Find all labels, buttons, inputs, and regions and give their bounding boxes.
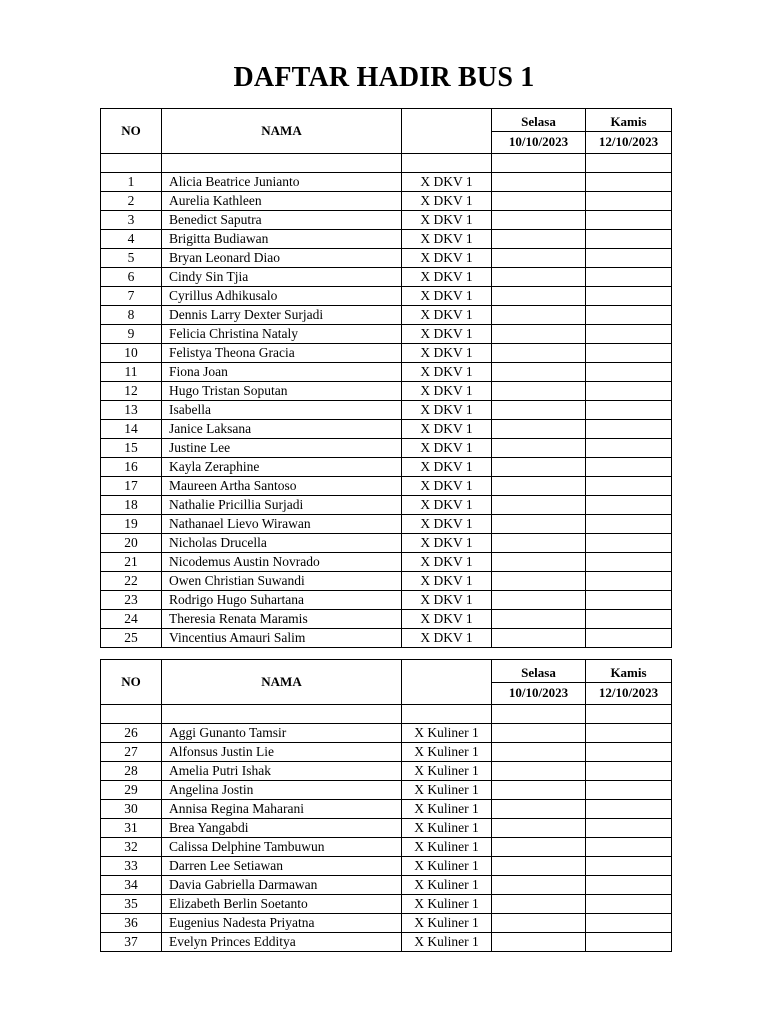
row-number: 27 xyxy=(101,743,162,762)
header-no: NO xyxy=(101,109,162,154)
spacer-cell xyxy=(492,705,586,724)
attendance-cell-day-2 xyxy=(586,610,672,629)
student-class: X DKV 1 xyxy=(402,249,492,268)
student-name: Benedict Saputra xyxy=(162,211,402,230)
student-name: Kayla Zeraphine xyxy=(162,458,402,477)
attendance-cell-day-1 xyxy=(492,458,586,477)
table-row xyxy=(101,876,672,895)
student-class: X DKV 1 xyxy=(402,458,492,477)
attendance-cell-day-2 xyxy=(586,838,672,857)
attendance-cell-day-2 xyxy=(586,211,672,230)
attendance-cell-day-1 xyxy=(492,857,586,876)
table-row xyxy=(101,173,672,192)
student-name: Aggi Gunanto Tamsir xyxy=(162,724,402,743)
attendance-cell-day-2 xyxy=(586,553,672,572)
row-number: 13 xyxy=(101,401,162,420)
table-row xyxy=(101,515,672,534)
table-row xyxy=(101,610,672,629)
attendance-cell-day-1 xyxy=(492,325,586,344)
header-spacer-row xyxy=(101,705,672,724)
header-date-2: 12/10/2023 xyxy=(586,131,672,154)
student-class: X DKV 1 xyxy=(402,534,492,553)
attendance-cell-day-1 xyxy=(492,610,586,629)
attendance-cell-day-2 xyxy=(586,724,672,743)
row-number: 12 xyxy=(101,382,162,401)
header-nama: NAMA xyxy=(162,109,402,154)
attendance-cell-day-2 xyxy=(586,401,672,420)
student-name: Nathanael Lievo Wirawan xyxy=(162,515,402,534)
row-number: 22 xyxy=(101,572,162,591)
student-class: X DKV 1 xyxy=(402,610,492,629)
row-number: 34 xyxy=(101,876,162,895)
header-date-1: 10/10/2023 xyxy=(492,682,586,705)
student-name: Theresia Renata Maramis xyxy=(162,610,402,629)
student-name: Felistya Theona Gracia xyxy=(162,344,402,363)
row-number: 19 xyxy=(101,515,162,534)
attendance-cell-day-2 xyxy=(586,534,672,553)
spacer-cell xyxy=(162,705,402,724)
row-number: 25 xyxy=(101,629,162,648)
attendance-cell-day-2 xyxy=(586,287,672,306)
attendance-cell-day-1 xyxy=(492,914,586,933)
row-number: 6 xyxy=(101,268,162,287)
table-row xyxy=(101,306,672,325)
student-class: X DKV 1 xyxy=(402,192,492,211)
row-number: 26 xyxy=(101,724,162,743)
table-row xyxy=(101,819,672,838)
attendance-cell-day-2 xyxy=(586,914,672,933)
student-class: X DKV 1 xyxy=(402,287,492,306)
attendance-cell-day-2 xyxy=(586,591,672,610)
header-spacer-row xyxy=(101,154,672,173)
header-nama: NAMA xyxy=(162,660,402,705)
table-2-body xyxy=(101,660,672,952)
attendance-cell-day-2 xyxy=(586,572,672,591)
table-row xyxy=(101,458,672,477)
header-row-top xyxy=(101,660,672,683)
student-name: Alfonsus Justin Lie xyxy=(162,743,402,762)
row-number: 28 xyxy=(101,762,162,781)
student-class: X DKV 1 xyxy=(402,306,492,325)
attendance-cell-day-1 xyxy=(492,838,586,857)
student-class: X Kuliner 1 xyxy=(402,876,492,895)
student-name: Aurelia Kathleen xyxy=(162,192,402,211)
attendance-cell-day-2 xyxy=(586,515,672,534)
attendance-table-2 xyxy=(100,659,672,952)
student-class: X DKV 1 xyxy=(402,477,492,496)
attendance-cell-day-2 xyxy=(586,477,672,496)
table-row xyxy=(101,287,672,306)
spacer-cell xyxy=(162,154,402,173)
table-row xyxy=(101,857,672,876)
student-name: Cindy Sin Tjia xyxy=(162,268,402,287)
student-class: X DKV 1 xyxy=(402,173,492,192)
attendance-cell-day-1 xyxy=(492,819,586,838)
row-number: 21 xyxy=(101,553,162,572)
table-row xyxy=(101,629,672,648)
attendance-cell-day-1 xyxy=(492,781,586,800)
student-name: Nicholas Drucella xyxy=(162,534,402,553)
attendance-cell-day-2 xyxy=(586,344,672,363)
student-name: Nicodemus Austin Novrado xyxy=(162,553,402,572)
attendance-cell-day-2 xyxy=(586,857,672,876)
student-class: X Kuliner 1 xyxy=(402,933,492,952)
row-number: 15 xyxy=(101,439,162,458)
attendance-cell-day-2 xyxy=(586,819,672,838)
table-row xyxy=(101,553,672,572)
row-number: 16 xyxy=(101,458,162,477)
student-name: Bryan Leonard Diao xyxy=(162,249,402,268)
table-row xyxy=(101,363,672,382)
table-row xyxy=(101,800,672,819)
attendance-cell-day-2 xyxy=(586,743,672,762)
header-day-1: Selasa xyxy=(492,109,586,132)
student-name: Davia Gabriella Darmawan xyxy=(162,876,402,895)
student-class: X DKV 1 xyxy=(402,401,492,420)
table-row xyxy=(101,572,672,591)
student-class: X DKV 1 xyxy=(402,230,492,249)
attendance-cell-day-1 xyxy=(492,192,586,211)
table-row xyxy=(101,743,672,762)
student-class: X Kuliner 1 xyxy=(402,895,492,914)
table-row xyxy=(101,933,672,952)
header-day-2: Kamis xyxy=(586,660,672,683)
student-class: X DKV 1 xyxy=(402,572,492,591)
student-class: X Kuliner 1 xyxy=(402,724,492,743)
header-row-top xyxy=(101,109,672,132)
row-number: 23 xyxy=(101,591,162,610)
table-row xyxy=(101,344,672,363)
header-kelas xyxy=(402,109,492,154)
student-class: X Kuliner 1 xyxy=(402,914,492,933)
attendance-cell-day-1 xyxy=(492,572,586,591)
header-kelas xyxy=(402,660,492,705)
student-name: Brea Yangabdi xyxy=(162,819,402,838)
row-number: 36 xyxy=(101,914,162,933)
header-date-2: 12/10/2023 xyxy=(586,682,672,705)
student-name: Vincentius Amauri Salim xyxy=(162,629,402,648)
student-class: X Kuliner 1 xyxy=(402,838,492,857)
student-class: X DKV 1 xyxy=(402,211,492,230)
attendance-cell-day-1 xyxy=(492,800,586,819)
table-row xyxy=(101,401,672,420)
spacer-cell xyxy=(492,154,586,173)
attendance-cell-day-2 xyxy=(586,249,672,268)
attendance-cell-day-2 xyxy=(586,496,672,515)
spacer-cell xyxy=(101,154,162,173)
attendance-cell-day-2 xyxy=(586,382,672,401)
row-number: 2 xyxy=(101,192,162,211)
attendance-cell-day-1 xyxy=(492,496,586,515)
attendance-cell-day-2 xyxy=(586,268,672,287)
attendance-cell-day-2 xyxy=(586,420,672,439)
attendance-cell-day-1 xyxy=(492,420,586,439)
row-number: 18 xyxy=(101,496,162,515)
student-name: Rodrigo Hugo Suhartana xyxy=(162,591,402,610)
table-row xyxy=(101,439,672,458)
student-name: Isabella xyxy=(162,401,402,420)
row-number: 5 xyxy=(101,249,162,268)
row-number: 32 xyxy=(101,838,162,857)
attendance-cell-day-1 xyxy=(492,382,586,401)
row-number: 7 xyxy=(101,287,162,306)
student-class: X DKV 1 xyxy=(402,344,492,363)
attendance-cell-day-1 xyxy=(492,401,586,420)
attendance-cell-day-1 xyxy=(492,439,586,458)
row-number: 4 xyxy=(101,230,162,249)
table-row xyxy=(101,230,672,249)
attendance-cell-day-1 xyxy=(492,724,586,743)
attendance-cell-day-1 xyxy=(492,344,586,363)
row-number: 33 xyxy=(101,857,162,876)
student-class: X DKV 1 xyxy=(402,515,492,534)
student-class: X DKV 1 xyxy=(402,382,492,401)
student-name: Fiona Joan xyxy=(162,363,402,382)
attendance-cell-day-2 xyxy=(586,781,672,800)
attendance-cell-day-2 xyxy=(586,458,672,477)
attendance-cell-day-1 xyxy=(492,173,586,192)
row-number: 29 xyxy=(101,781,162,800)
table-row xyxy=(101,420,672,439)
attendance-cell-day-1 xyxy=(492,534,586,553)
student-name: Owen Christian Suwandi xyxy=(162,572,402,591)
attendance-cell-day-1 xyxy=(492,591,586,610)
student-class: X DKV 1 xyxy=(402,325,492,344)
row-number: 30 xyxy=(101,800,162,819)
student-class: X DKV 1 xyxy=(402,553,492,572)
student-name: Hugo Tristan Soputan xyxy=(162,382,402,401)
student-name: Elizabeth Berlin Soetanto xyxy=(162,895,402,914)
table-row xyxy=(101,895,672,914)
student-name: Janice Laksana xyxy=(162,420,402,439)
student-class: X Kuliner 1 xyxy=(402,857,492,876)
student-class: X Kuliner 1 xyxy=(402,781,492,800)
row-number: 11 xyxy=(101,363,162,382)
student-class: X DKV 1 xyxy=(402,268,492,287)
student-name: Nathalie Pricillia Surjadi xyxy=(162,496,402,515)
attendance-cell-day-2 xyxy=(586,933,672,952)
table-row xyxy=(101,781,672,800)
student-class: X Kuliner 1 xyxy=(402,800,492,819)
attendance-cell-day-1 xyxy=(492,895,586,914)
attendance-cell-day-1 xyxy=(492,306,586,325)
header-day-2: Kamis xyxy=(586,109,672,132)
row-number: 35 xyxy=(101,895,162,914)
row-number: 3 xyxy=(101,211,162,230)
student-name: Angelina Jostin xyxy=(162,781,402,800)
attendance-cell-day-2 xyxy=(586,306,672,325)
student-class: X Kuliner 1 xyxy=(402,819,492,838)
row-number: 20 xyxy=(101,534,162,553)
table-1-body xyxy=(101,109,672,648)
attendance-cell-day-1 xyxy=(492,363,586,382)
attendance-cell-day-1 xyxy=(492,515,586,534)
spacer-cell xyxy=(402,154,492,173)
attendance-cell-day-2 xyxy=(586,629,672,648)
attendance-cell-day-2 xyxy=(586,192,672,211)
attendance-cell-day-2 xyxy=(586,230,672,249)
student-name: Annisa Regina Maharani xyxy=(162,800,402,819)
student-class: X Kuliner 1 xyxy=(402,743,492,762)
attendance-cell-day-1 xyxy=(492,249,586,268)
table-row xyxy=(101,534,672,553)
header-no: NO xyxy=(101,660,162,705)
attendance-cell-day-2 xyxy=(586,895,672,914)
student-class: X DKV 1 xyxy=(402,591,492,610)
attendance-cell-day-1 xyxy=(492,477,586,496)
page-title: DAFTAR HADIR BUS 1 xyxy=(233,62,535,93)
student-class: X DKV 1 xyxy=(402,363,492,382)
header-date-1: 10/10/2023 xyxy=(492,131,586,154)
student-name: Eugenius Nadesta Priyatna xyxy=(162,914,402,933)
student-name: Calissa Delphine Tambuwun xyxy=(162,838,402,857)
table-row xyxy=(101,325,672,344)
student-class: X DKV 1 xyxy=(402,496,492,515)
row-number: 17 xyxy=(101,477,162,496)
row-number: 14 xyxy=(101,420,162,439)
student-class: X DKV 1 xyxy=(402,420,492,439)
student-class: X Kuliner 1 xyxy=(402,762,492,781)
attendance-cell-day-1 xyxy=(492,933,586,952)
student-name: Amelia Putri Ishak xyxy=(162,762,402,781)
table-row xyxy=(101,591,672,610)
spacer-cell xyxy=(586,705,672,724)
table-row xyxy=(101,382,672,401)
student-class: X DKV 1 xyxy=(402,629,492,648)
student-name: Cyrillus Adhikusalo xyxy=(162,287,402,306)
table-row xyxy=(101,211,672,230)
table-row xyxy=(101,914,672,933)
row-number: 31 xyxy=(101,819,162,838)
attendance-cell-day-1 xyxy=(492,230,586,249)
row-number: 1 xyxy=(101,173,162,192)
attendance-table-1 xyxy=(100,108,672,648)
table-row xyxy=(101,249,672,268)
student-name: Dennis Larry Dexter Surjadi xyxy=(162,306,402,325)
attendance-cell-day-1 xyxy=(492,287,586,306)
row-number: 24 xyxy=(101,610,162,629)
attendance-cell-day-2 xyxy=(586,762,672,781)
student-class: X DKV 1 xyxy=(402,439,492,458)
student-name: Alicia Beatrice Junianto xyxy=(162,173,402,192)
attendance-cell-day-2 xyxy=(586,325,672,344)
table-row xyxy=(101,762,672,781)
attendance-cell-day-1 xyxy=(492,268,586,287)
attendance-cell-day-2 xyxy=(586,173,672,192)
table-row xyxy=(101,268,672,287)
header-day-1: Selasa xyxy=(492,660,586,683)
attendance-cell-day-2 xyxy=(586,363,672,382)
student-name: Justine Lee xyxy=(162,439,402,458)
attendance-cell-day-2 xyxy=(586,439,672,458)
student-name: Brigitta Budiawan xyxy=(162,230,402,249)
student-name: Evelyn Princes Edditya xyxy=(162,933,402,952)
table-row xyxy=(101,477,672,496)
row-number: 9 xyxy=(101,325,162,344)
attendance-cell-day-1 xyxy=(492,211,586,230)
attendance-cell-day-1 xyxy=(492,629,586,648)
attendance-cell-day-1 xyxy=(492,876,586,895)
table-row xyxy=(101,724,672,743)
student-name: Maureen Artha Santoso xyxy=(162,477,402,496)
row-number: 8 xyxy=(101,306,162,325)
table-row xyxy=(101,838,672,857)
attendance-cell-day-1 xyxy=(492,762,586,781)
attendance-cell-day-1 xyxy=(492,743,586,762)
row-number: 10 xyxy=(101,344,162,363)
student-name: Felicia Christina Nataly xyxy=(162,325,402,344)
spacer-cell xyxy=(101,705,162,724)
attendance-cell-day-2 xyxy=(586,800,672,819)
spacer-cell xyxy=(402,705,492,724)
attendance-cell-day-1 xyxy=(492,553,586,572)
row-number: 37 xyxy=(101,933,162,952)
attendance-cell-day-2 xyxy=(586,876,672,895)
table-row xyxy=(101,192,672,211)
spacer-cell xyxy=(586,154,672,173)
table-row xyxy=(101,496,672,515)
student-name: Darren Lee Setiawan xyxy=(162,857,402,876)
